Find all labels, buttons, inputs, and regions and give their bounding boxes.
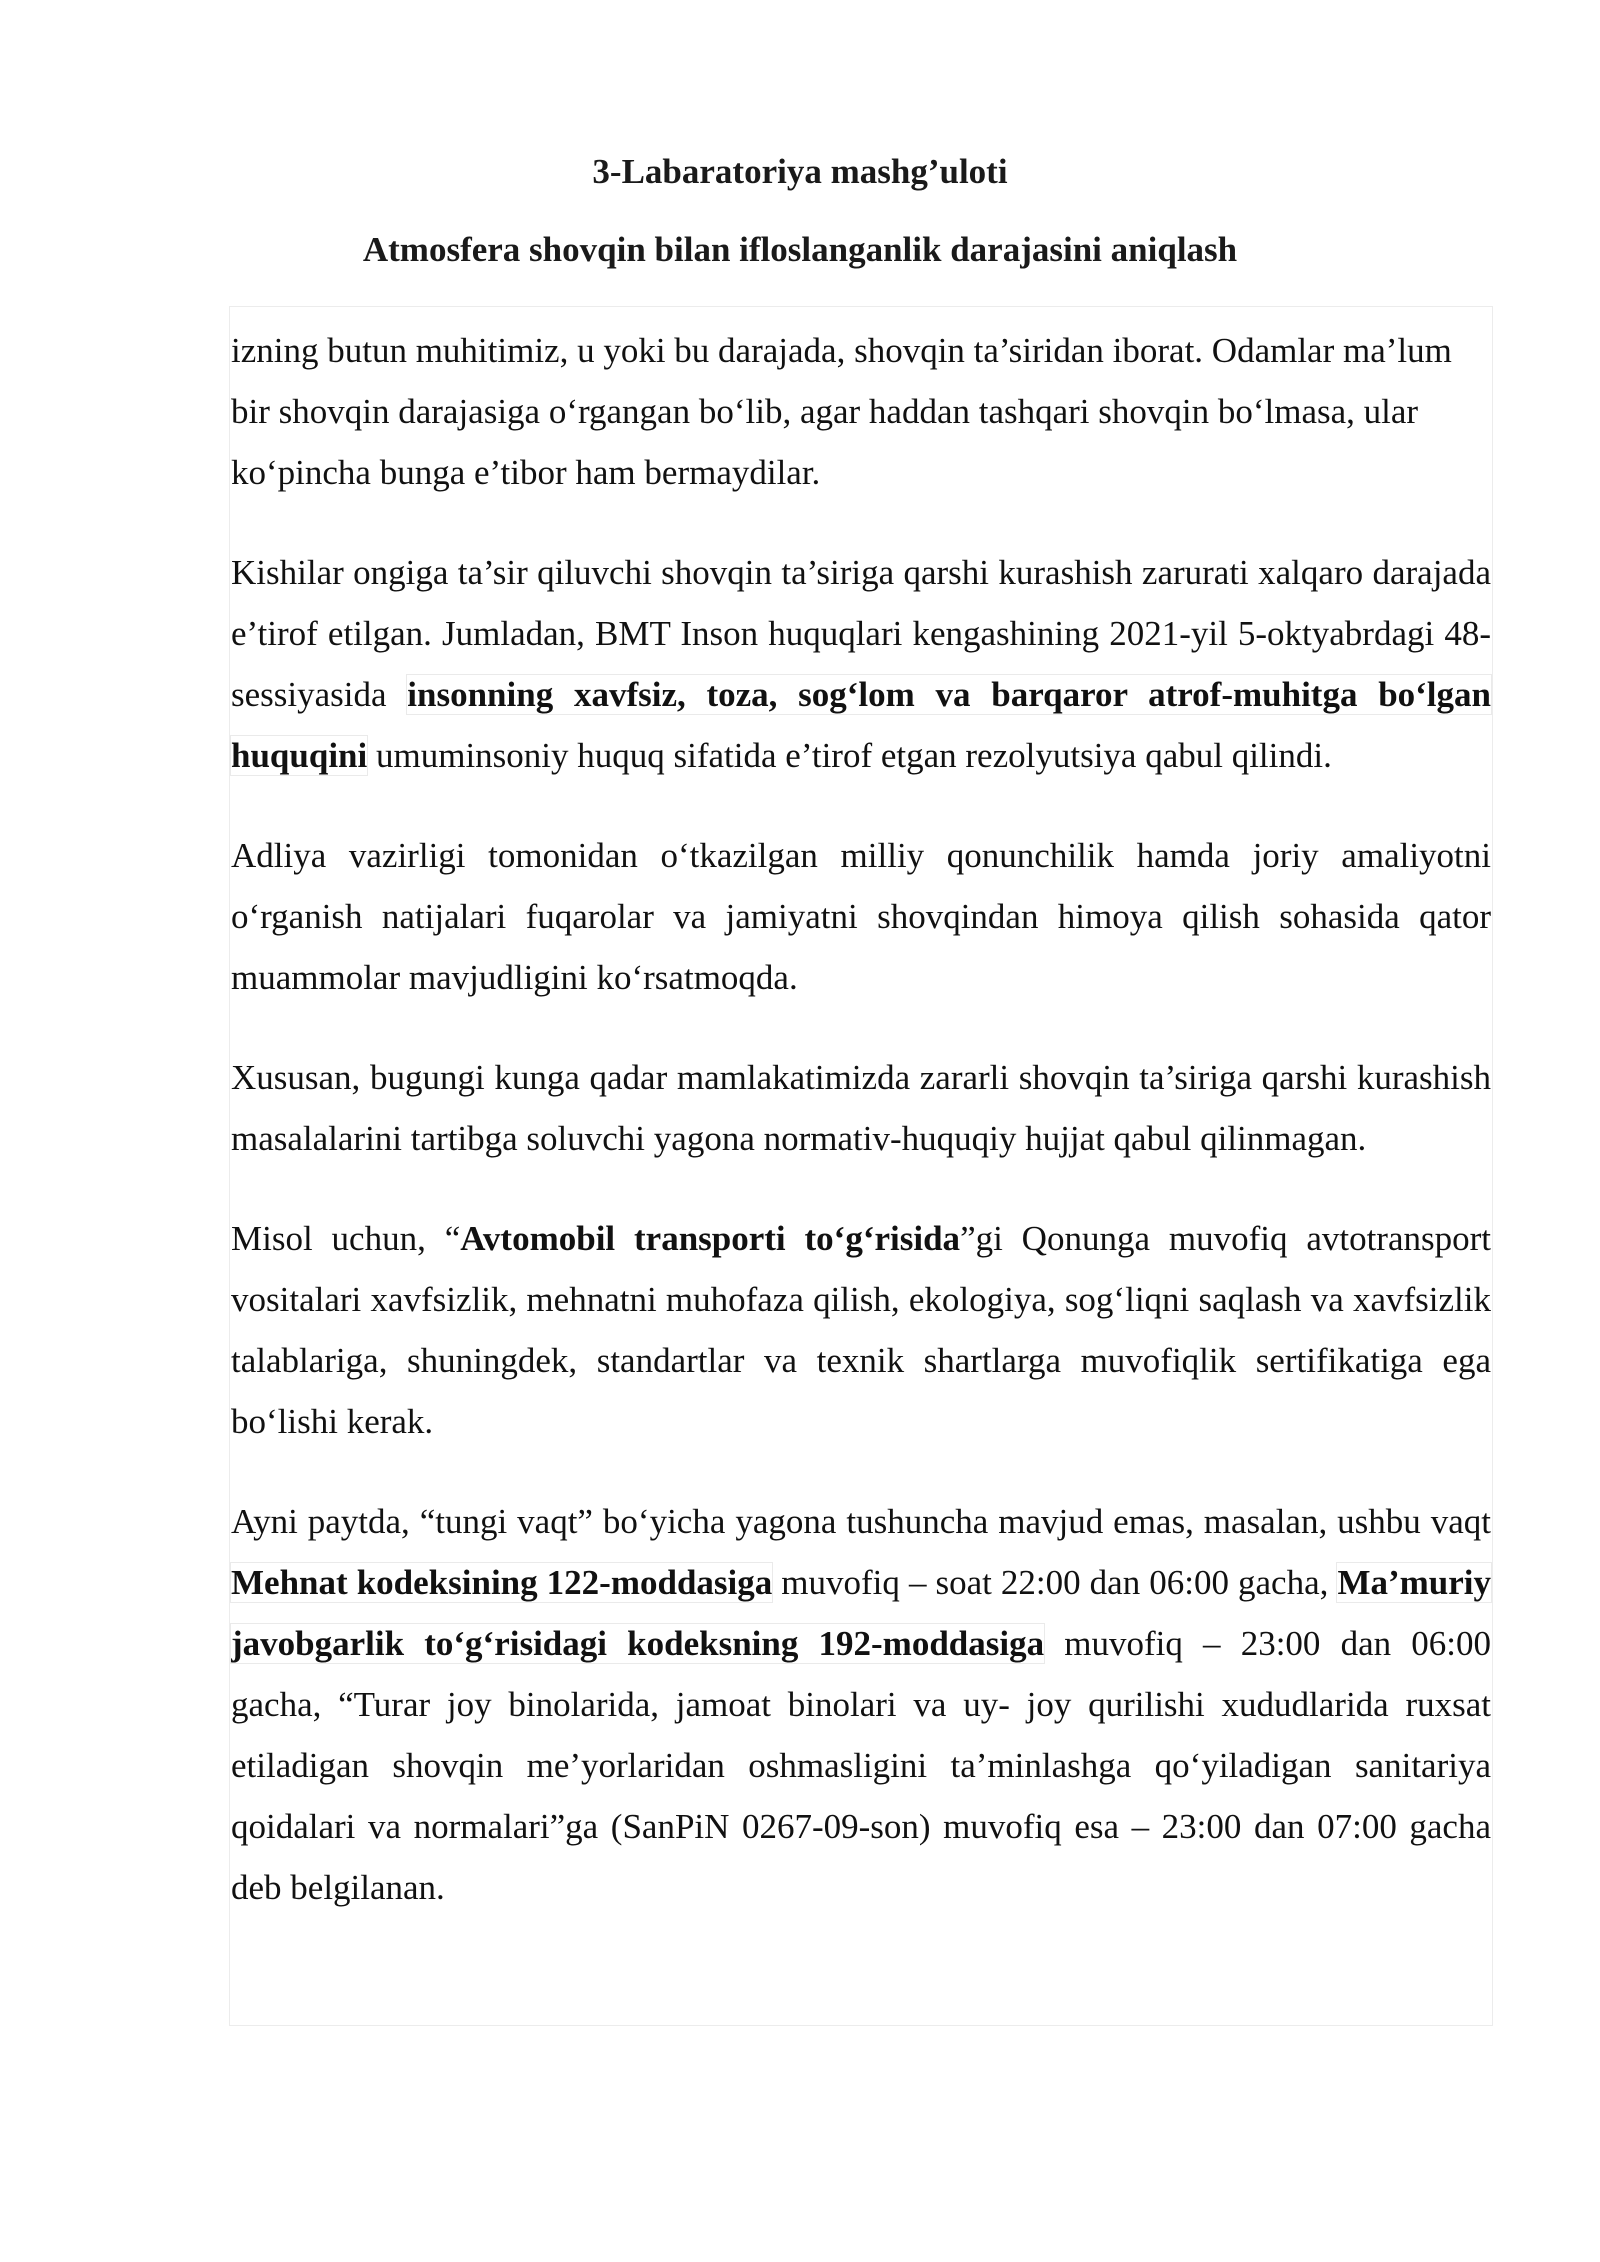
highlighted-phrase-rights: insonning xavfsiz, toza, sog‘lom va barqaror atrof-muhitga bo‘lgan huquqini <box>231 675 1491 775</box>
highlighted-admin-code: Ma’muriy javobgarlik to‘g‘risidagi kodeksning 192-moddasiga <box>231 1563 1492 1663</box>
document-body <box>231 320 1491 1918</box>
document-subtitle: Atmosfera shovqin bilan ifloslanganlik darajasini aniqlash <box>362 230 1238 269</box>
paragraph-3: Adliya vazirligi tomonidan o‘tkazilgan milliy qonunchilik hamda joriy amaliyotni o‘rganish natijalari fuqarolar va jamiyatni shovqindan himoya qilish sohasida qator muammolar mavjudligini ko‘rsatmoqda. <box>231 836 1491 997</box>
document-title: 3-Labaratoriya mashg’uloti <box>592 152 1008 191</box>
paragraph-1: izning butun muhitimiz, u yoki bu darajada, shovqin ta’siridan iborat. Odamlar ma’lum bir shovqin darajasiga o‘rgangan bo‘lib, agar haddan tashqari shovqin bo‘lmasa, ular ko‘pincha bunga e’tibor ham bermaydilar. <box>231 331 1452 492</box>
highlighted-labor-code: Mehnat kodeksining 122-moddasiga <box>231 1563 773 1602</box>
paragraph-5 <box>231 1208 1491 1452</box>
paragraph-5-text-start: Misol uchun, “ <box>231 1219 461 1258</box>
paragraph-4: Xususan, bugungi kunga qadar mamlakatimizda zararli shovqin ta’siriga qarshi kurashish masalalarini tartibga soluvchi yagona normativ-huquqiy hujjat qabul qilinmagan. <box>231 1058 1491 1158</box>
paragraph-6-text-start: Ayni paytda, “tungi vaqt” bo‘yicha yagona tushuncha mavjud emas, masalan, ushbu vaqt <box>231 1502 1491 1541</box>
paragraph-6-text-middle: muvofiq – soat 22:00 dan 06:00 gacha, <box>772 1563 1338 1602</box>
paragraph-2-text-end: umuminsoniy huquq sifatida e’tirof etgan rezolyutsiya qabul qilindi. <box>367 736 1332 775</box>
paragraph-2 <box>231 542 1491 786</box>
paragraph-6 <box>231 1491 1491 1918</box>
paragraph-2-text-start: Kishilar ongiga ta’sir qiluvchi shovqin ta’siriga qarshi kurashish zarurati xalqaro darajada e’tirof etilgan. Jumladan, BMT Inson huquqlari kengashining 2021-yil 5-oktyabrdagi 48-sessiyasida <box>231 553 1491 714</box>
paragraph-6-text-end: muvofiq – 23:00 dan 06:00 gacha, “Turar joy binolarida, jamoat binolari va uy- joy qurilishi xududlarida ruxsat etiladigan shovqin me’yorlaridan oshmasligini ta’minlashga qo‘yiladigan sanitariya qoidalari va normalari”ga (SanPiN 0267-09-son) muvofiq esa – 23:00 dan 07:00 gacha deb belgilanan. <box>231 1624 1491 1907</box>
paragraph-5-text-end: ”gi Qonunga muvofiq avtotransport vositalari xavfsizlik, mehnatni muhofaza qilish, ekologiya, sog‘liqni saqlash va xavfsizlik talablariga, shuningdek, standartlar va texnik shartlarga muvofiqlik sertifikatiga ega bo‘lishi kerak. <box>231 1219 1491 1441</box>
highlighted-law-name: Avtomobil transporti to‘g‘risida <box>460 1219 961 1258</box>
